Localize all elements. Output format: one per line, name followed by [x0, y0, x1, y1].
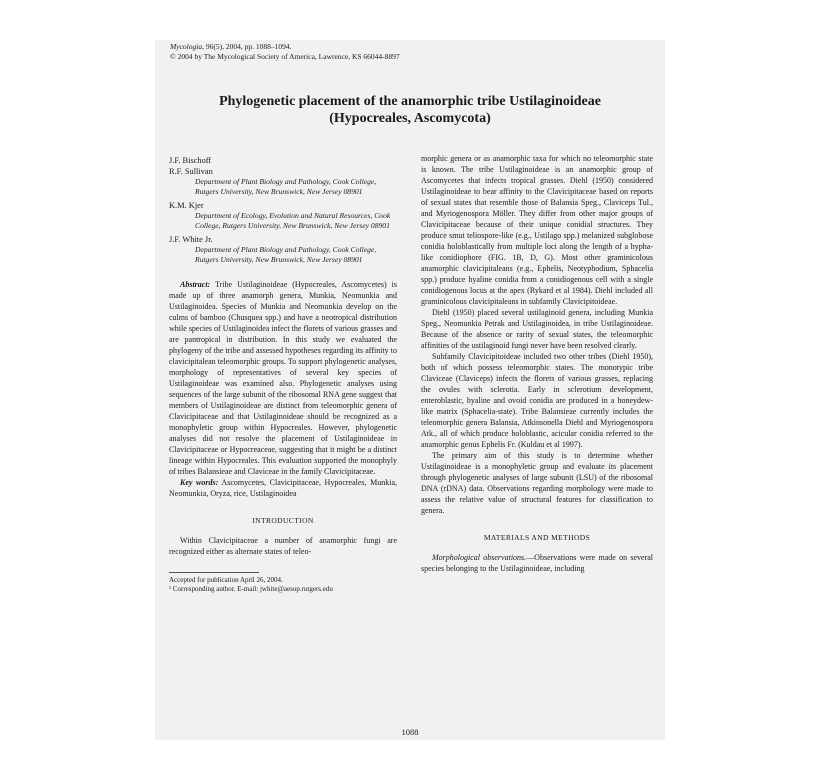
- author-name: K.M. Kjer: [169, 201, 204, 210]
- journal-header: [170, 42, 400, 62]
- paragraph: The primary aim of this study is to determine whether Ustilaginoideae is a monophyletic group and evaluate its placement through phylogenetic analyses of large subunit (LSU) of the ribosomal DNA (rDNA) data. Observations regarding morphology were made to assess the relative value of structural features for classification to genera.: [421, 451, 653, 515]
- author-name: J.F. Bischoff: [169, 156, 212, 165]
- abstract: [169, 279, 397, 477]
- methods-text: —Observations were made on several species belonging to the Ustilaginoideae, including: [421, 553, 654, 573]
- journal-name: Mycologia,: [170, 42, 204, 51]
- author-affiliation: Department of Plant Biology and Pathology, Cook College, Rutgers University, New Brunswick, New Jersey 08901: [195, 245, 377, 264]
- journal-citation: 96(5), 2004, pp. 1088–1094.: [205, 42, 292, 51]
- article-title: [155, 93, 665, 127]
- author-name: R.F. Sullivan: [169, 167, 213, 176]
- left-column: [169, 155, 397, 594]
- keywords: [169, 477, 397, 499]
- paragraph: Diehl (1950) placed several ustilaginoid genera, including Munkia Speg., Neomunkia Petrak and Ustilaginoidea, in tribe Ustilaginoideae. Because of the absence or rarity of sexual states, the teleomorphic affinities of the ustilaginoid fungi never have been resolved clearly.: [421, 308, 653, 350]
- introduction-text: Within Clavicipitaceae a number of anamorphic fungi are recognized either as alternate states of teleo-: [169, 536, 397, 556]
- methods-heading: MATERIALS AND METHODS: [483, 533, 591, 542]
- introduction-heading: INTRODUCTION: [252, 516, 314, 525]
- keywords-label: Key words:: [180, 478, 219, 487]
- footnote-rule: [169, 572, 259, 573]
- copyright-line: © 2004 by The Mycological Society of America, Lawrence, KS 66044-8897: [170, 52, 400, 61]
- methods-subheading: Morphological observations.: [432, 553, 527, 562]
- abstract-text: Tribe Ustilaginoideae (Hypocreales, Ascomycetes) is made up of three anamorph genera, Munkia, Neomunkia and Ustilaginoidea. Species of Munkia and Neomunkia develop on the culms of bamboo (Chusquea spp.) and have a neotropical distribution while species of Ustilaginoidea infect the florets of various grasses and are pantropical in distribution. In this study we evaluated the phylogeny of the tribe and assessed hypotheses regarding its affinity to clavicipitalean teleomorphic groups. To support phylogenetic analyses, morphology of representatives of several key species of Ustilaginoideae was examined also. Phylogenetic analyses using sequences of the large subunit of the ribosomal RNA gene suggest that members of Ustilaginoideae are distinct from teleomorphic genera of Clavicipitaceae and that Ustilaginoideae should be recognized as a monophyletic group within Hypocreales. However, phylogenetic analyses did not resolve the placement of Ustilaginoideae in Clavicipitaceae or Hypocreaceae, suggesting that it might be a distinct lineage within Hypocreales. This evaluation supported the monophyly of tribes Balansieae and Claviceae in the family Clavicipitaceae.: [169, 280, 398, 476]
- corresponding-author-note: ¹ Corresponding author. E-mail: jwhite@aesop.rutgers.edu: [169, 585, 333, 593]
- methods-paragraph: [421, 552, 653, 574]
- title-line-2: (Hypocreales, Ascomycota): [329, 111, 491, 126]
- article-page: [155, 40, 665, 740]
- paragraph: Subfamily Clavicipitoideae included two other tribes (Diehl 1950), both of which possess teleomorphic states. The monotypic tribe Claviceae (Claviceps) infects the florets of various grasses, replacing the ovules with sclerotia. Early in sclerotium development, enteroblastic, hyaline and ovoid conidia are produced in a honeydew-like matrix (Sphacelia-state). Tribe Balansieae currently includes the teleomorphic genera Balansia, Atkinsonella Diehl and Myriogenospora Atk., all of which produce holoblastic, acicular conidia referred to the anamorphic genus Ephelis Fr. (Kuldau et al 1997).: [421, 352, 653, 449]
- abstract-label: Abstract:: [180, 280, 211, 289]
- page-number: 1088: [401, 727, 419, 737]
- keywords-text: Ascomycetes, Clavicipitaceae, Hypocreales, Munkia, Neomunkia, Oryza, rice, Ustilaginoidea: [169, 478, 398, 498]
- author-name: J.F. White Jr.: [169, 235, 213, 244]
- author-affiliation: Department of Ecology, Evolution and Natural Resources, Cook College, Rutgers University, New Brunswick, New Jersey 08901: [195, 211, 391, 230]
- author-affiliation: Department of Plant Biology and Pathology, Cook College, Rutgers University, New Brunswick, New Jersey 08901: [195, 177, 377, 196]
- paragraph: morphic genera or as anamorphic taxa for which no teleomorphic state is known. The tribe Ustilaginoideae is an anamorphic group of Ascomycetes that infects tropical grasses. Diehl (1950) considered Ustilaginoideae to bear affinity to the Clavicipitaceae based on reports of sexual states that resemble those of Balansia Speg., Claviceps Tul., and Myriogenospora Möller. They differ from other major groups of Clavicipitaceae because of their unique conidial structures. They produce smut teliospore-like (e.g., Ustilago spp.) melanized subglobose conidia holoblastically from multiple loci along the length of a hypha-like conidiophore (FIG. 1B, D, G). Most other graminicolous anamorphic clavicipitaleans (e.g., Ephelis, Neotyphodium, Sphacelia spp.) produce hyaline conidia from a conidiogenous cell with a single conidiogenous locus at the apex (Rykard et al 1984). Diehl included all graminicolous clavicipitaleans in subfamily Clavicipitoideae.: [421, 154, 653, 306]
- title-line-1: Phylogenetic placement of the anamorphic tribe Ustilaginoideae: [219, 94, 601, 109]
- accepted-note: Accepted for publication April 26, 2004.: [169, 576, 283, 584]
- right-column: [421, 153, 653, 574]
